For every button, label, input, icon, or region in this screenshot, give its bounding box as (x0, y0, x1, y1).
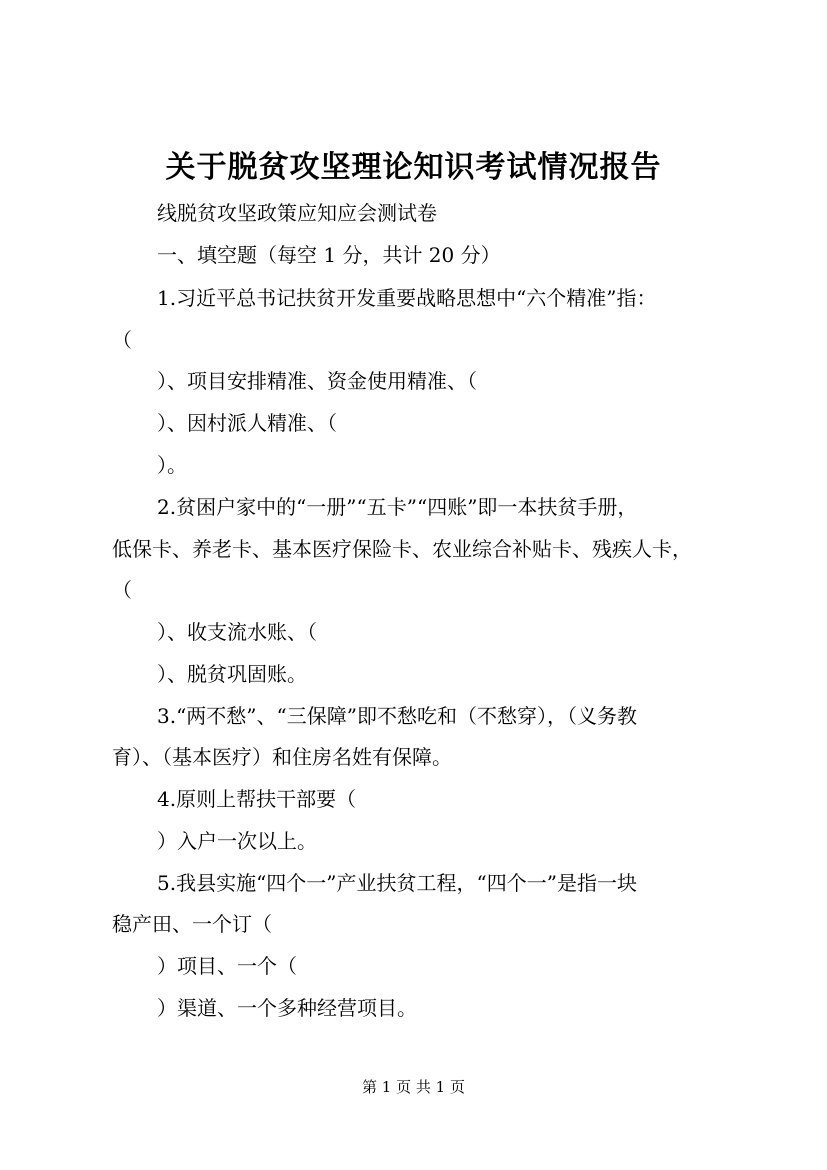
question-2-line-4: ）、收支流水账、（ (157, 620, 317, 644)
question-2-line-1: 2.贫困户家中的“一册”“五卡”“四账”即一本扶贫手册， (157, 495, 638, 519)
question-4-line-2: ）入户一次以上。 (157, 829, 317, 853)
question-3-line-2: 育）、（基本医疗）和住房名姓有保障。 (112, 745, 452, 769)
question-2-line-5: ）、脱贫巩固账。 (157, 662, 307, 686)
question-5-line-1: 5.我县实施“四个一”产业扶贫工程，“四个一”是指一块 (157, 871, 637, 895)
question-5-line-3: ）项目、一个（ (157, 954, 297, 978)
question-1-line-4: ）、因村派人精准、（ (157, 411, 337, 435)
question-1-line-5: ）。 (157, 453, 187, 477)
question-3-line-1: 3.“两不愁”、“三保障”即不愁吃和（不愁穿），（义务教 (157, 704, 637, 728)
question-1-line-2: （ (112, 328, 132, 352)
question-5-line-2: 稳产田、一个订（ (112, 912, 272, 936)
document-title: 关于脱贫攻坚理论知识考试情况报告 (165, 150, 662, 185)
subtitle-line: 线脱贫攻坚政策应知应会测试卷 (157, 201, 437, 225)
question-5-line-4: ）渠道、一个多种经营项目。 (157, 996, 417, 1020)
page-footer: 第 1 页 共 1 页 (362, 1078, 465, 1096)
question-4-line-1: 4.原则上帮扶干部要（ (157, 787, 357, 811)
section-heading: 一、填空题（每空 1 分，共计 20 分） (157, 243, 501, 267)
question-2-line-2: 低保卡、养老卡、基本医疗保险卡、农业综合补贴卡、残疾人卡， (112, 537, 692, 561)
question-1-line-3: ）、项目安排精准、资金使用精准、（ (157, 369, 477, 393)
question-2-line-3: （ (112, 578, 132, 602)
question-1-line-1: 1.习近平总书记扶贫开发重要战略思想中“六个精准”指： (157, 286, 657, 310)
